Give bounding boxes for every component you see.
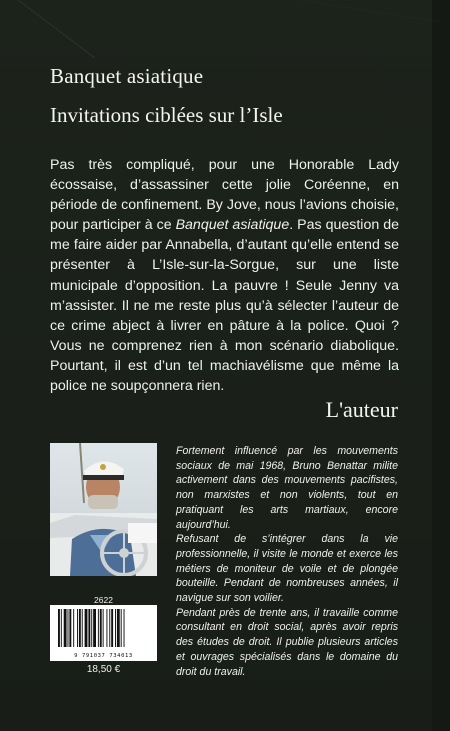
blurb-text-start: Pas très compliqué, pour une Honorable Lady écossaise, d’assassiner cette jolie Coréenne, en période de confinement. By Jove, nous l’avions choisie, pour participer à ce: [50, 157, 399, 234]
price: 18,50 €: [86, 664, 121, 675]
back-cover-blurb: [50, 155, 399, 396]
author-photo: [50, 443, 157, 576]
book-title: Banquet asiatique: [50, 64, 204, 88]
book-subtitle: Invitations ciblées sur l’Isle: [50, 103, 283, 127]
decorative-diagonal-line: [0, 0, 450, 120]
product-code: 2622: [94, 595, 113, 605]
barcode: [50, 605, 157, 661]
blurb-title-italic: Banquet asiatique: [175, 217, 290, 234]
isbn-digits: 9 791037 734013: [74, 653, 133, 659]
author-bio: [176, 444, 398, 679]
bio-paragraph: Pendant près de trente ans, il travaille comme consultant en droit social, après avoir repris des études de droit. Il publie plusieurs articles et ouvrages spécialisés dans le domaine du droit du travail.: [176, 606, 398, 678]
barcode-bars: [50, 605, 157, 653]
blurb-text-end: . Pas question de me faire aider par Annabella, d’autant qu’elle entend se présenter à L’Isle-sur-la-Sorgue, sur une liste municipale d’opposition. La pauvre ! Seule Jenny va m’assister. Il ne me reste plus qu’à sélecter l’auteur de ce crime abject à livrer en pâture à la police. Quoi ? Vous ne comprenez rien à mon scénario diabolique. Pourtant, il est d’un tel machiavélisme que même la police ne soupçonnera rien.: [50, 217, 399, 395]
author-heading: L'auteur: [325, 397, 398, 422]
bio-paragraph: Refusant de s’intégrer dans la vie professionnelle, il visite le monde et exerce les métiers de moniteur de voile et de plongée bouteille. Pendant de nombreuses années, il navigue sur son voilier.: [176, 533, 398, 605]
bio-paragraph: Fortement influencé par les mouvements sociaux de mai 1968, Bruno Benattar milite activement dans des mouvements pacifistes, non marxistes et non violents, tout en pratiquant les arts martiaux, encore aujourd’hui.: [176, 445, 398, 531]
